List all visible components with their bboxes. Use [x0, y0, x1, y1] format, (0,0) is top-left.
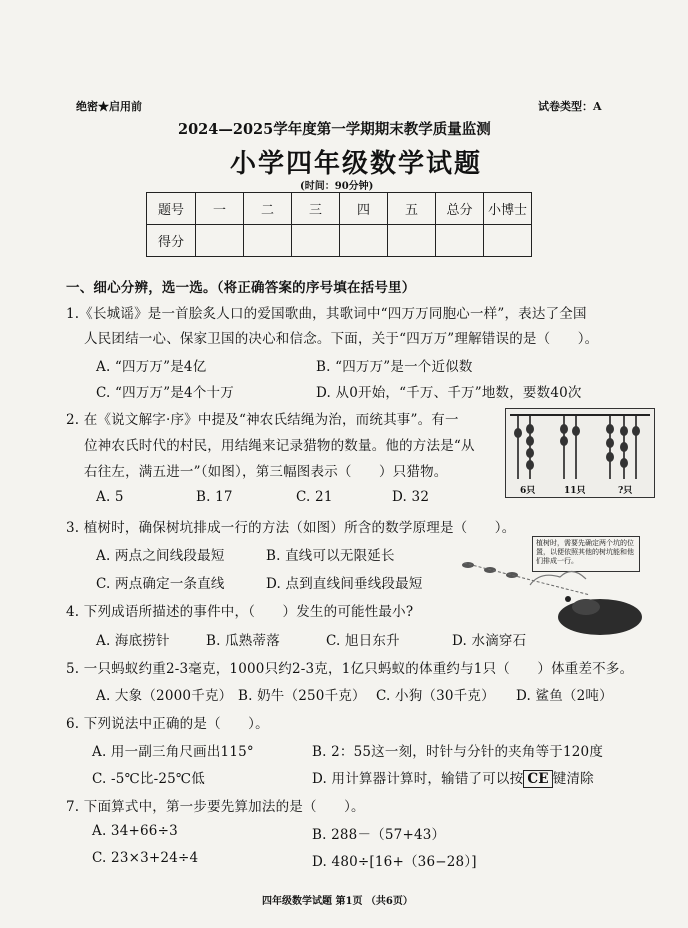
- q4-option-c: C. 旭日东升: [326, 633, 400, 649]
- confidential-label: 绝密★启用前: [76, 100, 142, 113]
- q1-option-d: D. 从0开始，“千万、千万”地数，要数40次: [316, 385, 582, 401]
- q2-option-d: D. 32: [392, 489, 430, 505]
- q2-option-a: A. 5: [96, 489, 124, 505]
- section-heading: 一、细心分辨，选一选。（将正确答案的序号填在括号里）: [66, 280, 416, 296]
- page-footer: 四年级数学试题 第1页 （共6页）: [262, 896, 413, 907]
- knot-rope-figure: [505, 408, 655, 498]
- question-2-line2: 位神农氏时代的村民，用结绳来记录猎物的数量。他的方法是“从: [84, 438, 475, 454]
- score-input-cell[interactable]: [388, 225, 436, 257]
- q7-option-a: A. 34+66÷3: [92, 823, 178, 839]
- q3-option-a: A. 两点之间线段最短: [96, 548, 225, 564]
- q7-option-b: B. 288－（57+43）: [312, 827, 446, 843]
- q7-option-c: C. 23×3+24÷4: [92, 850, 199, 866]
- q1-option-a: A. “四万万”是4亿: [96, 359, 207, 375]
- q6-option-d-suffix: 键清除: [552, 771, 594, 787]
- score-cell: 五: [388, 193, 436, 225]
- q6-option-d-text: D. 用计算器计算时，输错了可以按: [312, 771, 524, 787]
- q7-option-d: D. 480÷[16+（36−28）]: [312, 854, 477, 870]
- figure-caption: 6只: [520, 486, 536, 496]
- score-input-cell[interactable]: [340, 225, 388, 257]
- question-1-line1: 1.《长城谣》是一首脍炙人口的爱国歌曲，其歌词中“四万万同胞心一样”，表达了全国: [66, 306, 587, 322]
- q5-option-c: C. 小狗（30千克）: [376, 688, 495, 704]
- score-cell: 小博士: [484, 193, 532, 225]
- question-2-line1: 2. 在《说文解字·序》中提及“神农氏结绳为治，而统其事”。有一: [66, 412, 459, 428]
- q2-option-b: B. 17: [196, 489, 233, 505]
- score-input-cell[interactable]: [484, 225, 532, 257]
- q3-option-c: C. 两点确定一条直线: [96, 576, 225, 592]
- q1-option-b: B. “四万万”是一个近似数: [316, 359, 473, 375]
- score-table-score-row: [147, 225, 532, 257]
- figure-caption: 11只: [564, 486, 586, 496]
- question-7: 7. 下面算式中，第一步要先算加法的是（ ）。: [66, 799, 365, 815]
- score-row-label: 得分: [147, 225, 196, 257]
- q2-option-c: C. 21: [296, 489, 333, 505]
- score-input-cell[interactable]: [244, 225, 292, 257]
- score-cell: 总分: [436, 193, 484, 225]
- exam-name: 2024—2025学年度第一学期期末教学质量监测: [178, 121, 491, 138]
- q5-option-b: B. 奶牛（250千克）: [238, 688, 366, 704]
- q4-option-a: A. 海底捞针: [96, 633, 170, 649]
- q6-option-c: C. -5℃比-25℃低: [92, 771, 205, 787]
- question-2-line3: 右往左，满五进一”（如图），第三幅图表示（ ）只猎物。: [84, 464, 448, 480]
- page-title: 小学四年级数学试题: [230, 149, 483, 179]
- paper-type-label: 试卷类型：A: [538, 100, 602, 113]
- question-5: 5. 一只蚂蚁约重2-3毫克，1000只约2-3克，1亿只蚂蚁的体重约与1只（ ）体重差不多。: [66, 661, 634, 677]
- q6-option-b: B. 2：55这一刻，时针与分针的夹角等于120度: [312, 744, 604, 760]
- question-1-line2: 人民团结一心、保家卫国的决心和信念。下面，关于“四万万”理解错误的是（ ）。: [84, 331, 599, 347]
- ce-key-icon: CE: [523, 770, 552, 788]
- exam-time: (时间：90分钟): [300, 181, 374, 192]
- score-input-cell[interactable]: [436, 225, 484, 257]
- q6-option-a: A. 用一副三角尺画出115°: [92, 744, 254, 760]
- score-table-header-row: [147, 193, 532, 225]
- q4-option-b: B. 瓜熟蒂落: [206, 633, 280, 649]
- q5-option-a: A. 大象（2000千克）: [96, 688, 233, 704]
- score-input-cell[interactable]: [292, 225, 340, 257]
- figure-caption: ?只: [618, 486, 633, 496]
- q3-option-b: B. 直线可以无限延长: [266, 548, 395, 564]
- score-input-cell[interactable]: [196, 225, 244, 257]
- q3-option-d: D. 点到直线间垂线段最短: [266, 576, 423, 592]
- score-cell: 二: [244, 193, 292, 225]
- question-4: 4. 下列成语所描述的事件中，（ ）发生的可能性最小?: [66, 604, 414, 620]
- q6-option-d: [312, 767, 594, 788]
- q5-option-d: D. 鲨鱼（2吨）: [516, 688, 613, 704]
- question-3: 3. 植树时，确保树坑排成一行的方法（如图）所含的数学原理是（ ）。: [66, 520, 516, 536]
- question-6: 6. 下列说法中正确的是（ ）。: [66, 716, 269, 732]
- q1-option-c: C. “四万万”是4个十万: [96, 385, 234, 401]
- score-cell: 一: [196, 193, 244, 225]
- score-cell: 四: [340, 193, 388, 225]
- score-table: [146, 192, 532, 257]
- score-cell: 题号: [147, 193, 196, 225]
- score-cell: 三: [292, 193, 340, 225]
- tree-planting-note: 植树时，需要先确定两个坑的位置，以便依照其他的树坑能和他们排成一行。: [536, 539, 634, 565]
- q4-option-d: D. 水滴穿石: [452, 633, 527, 649]
